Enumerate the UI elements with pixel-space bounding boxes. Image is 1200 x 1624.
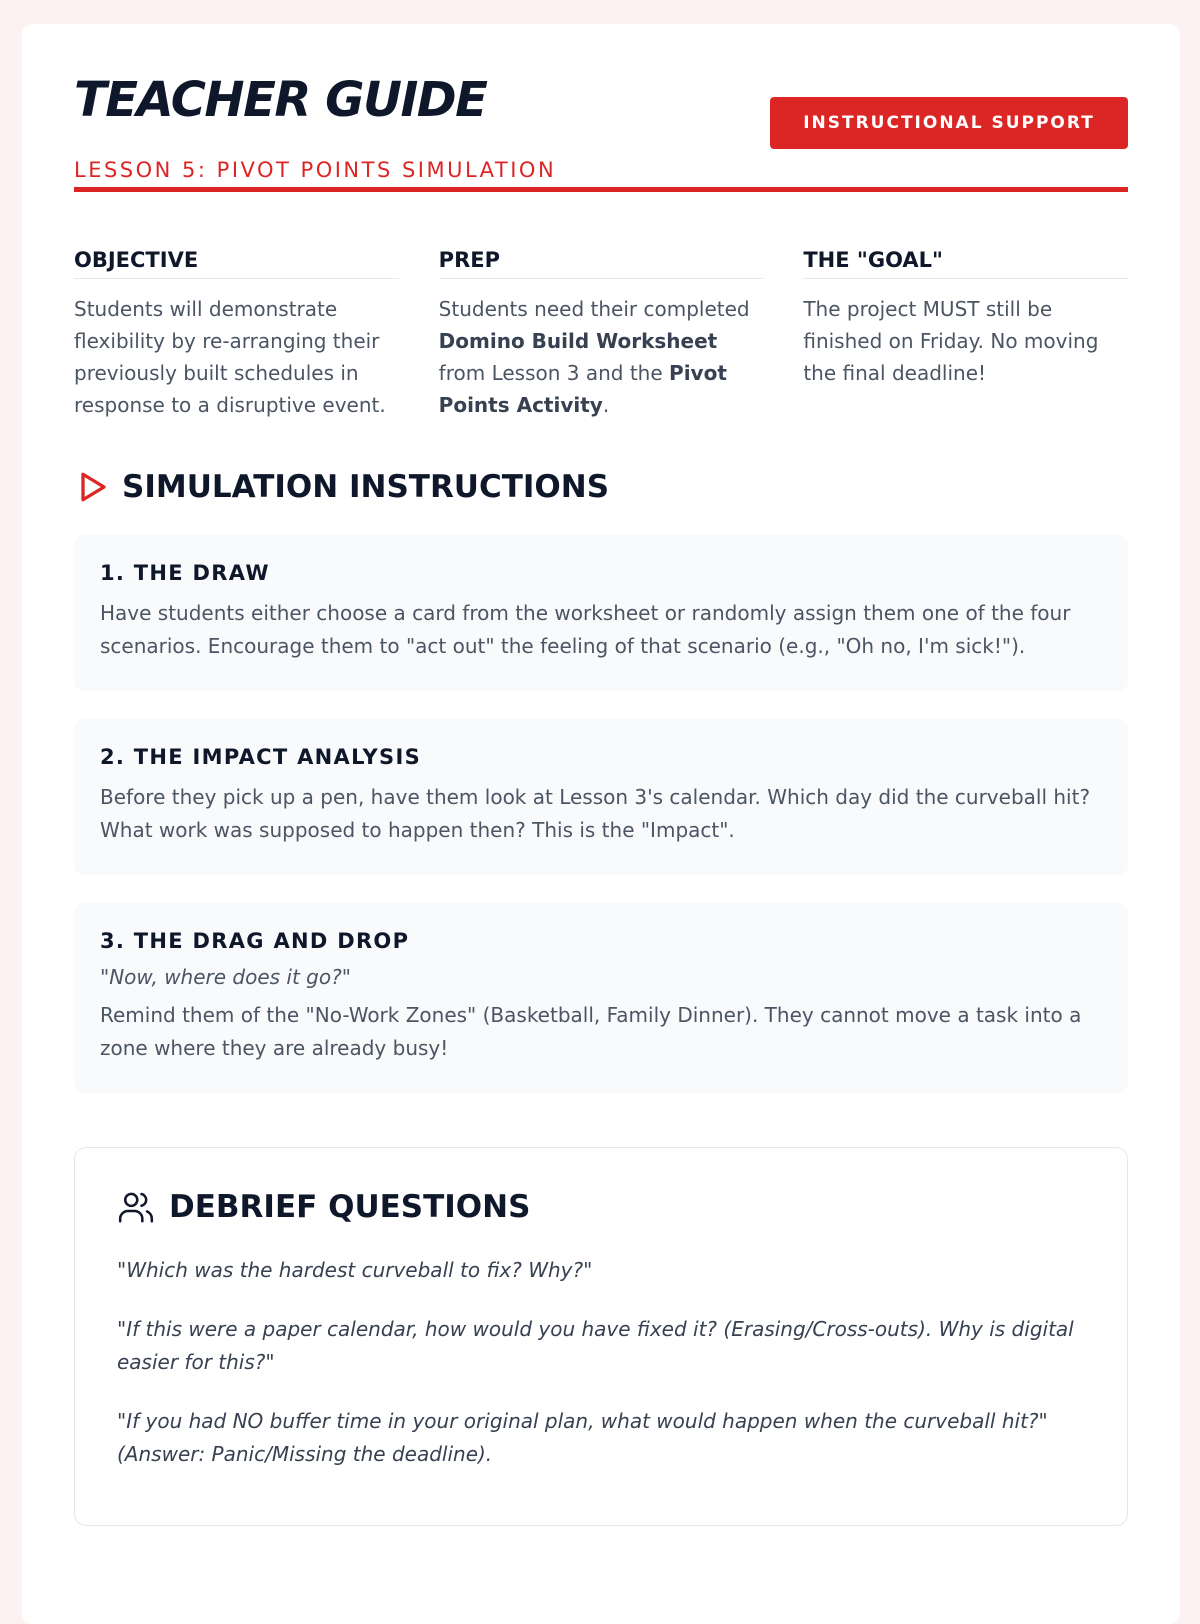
simulation-section-title xyxy=(74,469,1128,505)
step-title: 1. THE DRAW xyxy=(100,561,270,585)
debrief-question: "Which was the hardest curveball to fix? Why?" xyxy=(117,1258,593,1282)
step-quote: "Now, where does it go?" xyxy=(100,965,351,989)
lesson-subtitle: LESSON 5: PIVOT POINTS SIMULATION xyxy=(74,158,557,182)
objective-heading: OBJECTIVE xyxy=(74,248,399,279)
debrief-card xyxy=(74,1147,1128,1526)
prep-text-part: Students need their completed xyxy=(438,297,750,321)
users-icon xyxy=(117,1188,155,1226)
step-card xyxy=(74,719,1128,875)
step-text: Remind them of the "No-Work Zones" (Basketball, Family Dinner). They cannot move a task into a zone where they are already busy! xyxy=(100,1003,1082,1060)
step-card xyxy=(74,535,1128,691)
step-text: Before they pick up a pen, have them look at Lesson 3's calendar. Which day did the curveball hit? What work was supposed to happen then? This is the "Impact". xyxy=(100,785,1091,842)
step-text: Have students either choose a card from the worksheet or randomly assign them one of the four scenarios. Encourage them to "act out" the feeling of that scenario (e.g., "Oh no, I'm sick!"). xyxy=(100,601,1071,658)
page-header xyxy=(74,72,1128,192)
simulation-title-text: SIMULATION INSTRUCTIONS xyxy=(122,469,610,505)
objective-text: Students will demonstrate flexibility by re-arranging their previously built schedules in response to a disruptive event. xyxy=(74,297,386,417)
step-title: 2. THE IMPACT ANALYSIS xyxy=(100,745,421,769)
goal-heading: THE "GOAL" xyxy=(803,248,1128,279)
play-icon xyxy=(74,469,110,505)
debrief-title-text: DEBRIEF QUESTIONS xyxy=(169,1189,531,1225)
page-title: TEACHER GUIDE xyxy=(74,72,487,128)
prep-heading: PREP xyxy=(439,248,764,279)
prep-column xyxy=(439,248,764,421)
prep-text xyxy=(439,293,764,421)
goal-text: The project MUST still be finished on Friday. No moving the final deadline! xyxy=(803,297,1099,385)
step-card xyxy=(74,903,1128,1093)
prep-worksheet-name: Domino Build Worksheet xyxy=(438,329,718,353)
debrief-question: "If this were a paper calendar, how would you have fixed it? (Erasing/Cross-outs). Why is digital easier for this?" xyxy=(117,1317,1074,1374)
prep-activity-name: Pivot Points Activity xyxy=(438,361,727,417)
info-columns xyxy=(74,248,1128,421)
prep-text-part: . xyxy=(602,393,610,417)
debrief-question: "If you had NO buffer time in your original plan, what would happen when the curveball hit?" (Answer: Panic/Missing the deadline). xyxy=(117,1409,1048,1466)
step-title: 3. THE DRAG AND DROP xyxy=(100,929,410,953)
prep-text-part: from Lesson 3 and the xyxy=(438,361,670,385)
goal-column xyxy=(803,248,1128,421)
objective-column xyxy=(74,248,399,421)
simulation-steps xyxy=(74,535,1128,1093)
instructional-support-button[interactable]: INSTRUCTIONAL SUPPORT xyxy=(770,97,1128,149)
debrief-title xyxy=(117,1188,1085,1226)
teacher-guide-page xyxy=(22,24,1180,1624)
